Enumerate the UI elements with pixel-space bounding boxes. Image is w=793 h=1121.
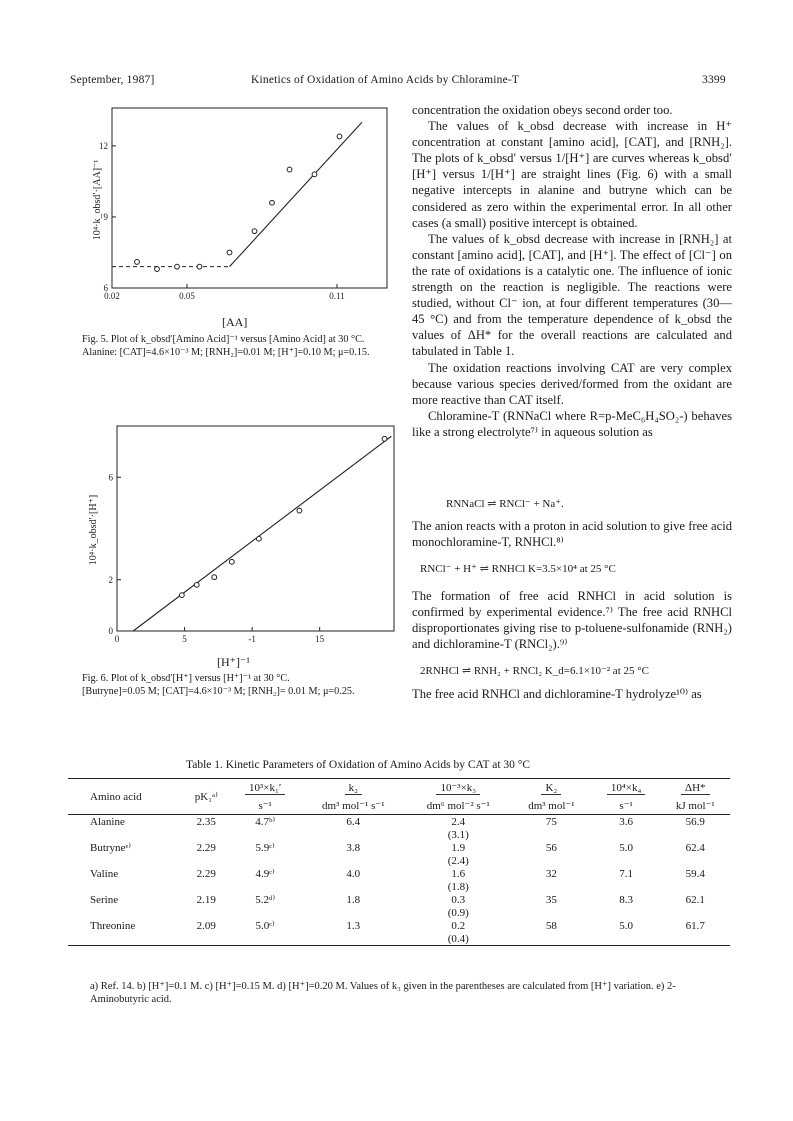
fig5-caption	[82, 333, 392, 359]
right-column-text-4	[412, 686, 732, 702]
data-point	[297, 508, 302, 513]
data-point	[229, 559, 234, 564]
col-header-k1: 10³×k₁′	[229, 779, 301, 798]
data-point	[197, 264, 202, 269]
col-header-dh: ΔH*	[661, 779, 730, 798]
fig5-y-axis-label: 10⁴·k_obsd′·[AA]⁻¹	[92, 159, 103, 241]
fig6-caption	[82, 672, 392, 698]
table-cell-k3: 1.6	[451, 867, 466, 880]
table-row-paren	[68, 880, 730, 893]
paragraph-1: concentration the oxidation obeys second order too.	[412, 103, 673, 117]
unit-k2: dm³ mol⁻¹ s⁻¹	[322, 800, 385, 812]
x-tick-label: 15	[315, 634, 325, 644]
y-tick-label: 6	[103, 283, 108, 293]
y-tick-label: 9	[103, 211, 108, 222]
data-point	[194, 582, 199, 587]
table-cell-k4: 7.1	[619, 867, 633, 880]
table-cell-dh: 62.1	[685, 893, 705, 906]
table-cell-k2: 3.8	[346, 841, 361, 854]
table-cell-k3: 0.2	[451, 919, 466, 932]
paragraph-7: The formation of free acid RNHCl in acid solution is confirmed by experimental evidence.⁷⁾ The free acid RNHCl disproportionates giving rise to p-toluene-sulfonamide (RNH₂) and dichloramine-T (RNCl₂).⁹⁾	[412, 589, 732, 652]
data-point	[256, 536, 261, 541]
y-tick-label: 0	[108, 626, 113, 636]
unit-k4: s⁻¹	[619, 800, 633, 812]
table-cell-k3-paren: (0.4)	[447, 932, 469, 945]
col-header-K2: K₂	[511, 779, 592, 798]
data-point	[227, 250, 232, 255]
fig5-caption-line1: Fig. 5. Plot of k_obsd′[Amino Acid]⁻¹ versus [Amino Acid] at 30 °C.	[82, 334, 365, 345]
table-cell-k1: 4.7ᵇ⁾	[255, 816, 276, 828]
x-tick-label: -1	[248, 634, 256, 644]
fig6-frame	[117, 426, 394, 631]
unit-dh: kJ mol⁻¹	[675, 800, 715, 812]
table-cell-dh: 56.9	[685, 815, 705, 828]
table-cell-name: Threonine	[90, 919, 136, 932]
right-column-text-2	[412, 518, 732, 550]
col-header-k4: 10⁴×k₄	[592, 779, 661, 798]
x-tick-label: 0.05	[179, 291, 195, 301]
table-cell-pk: 2.09	[196, 919, 216, 932]
data-point	[337, 134, 342, 139]
col-header-pk: pK₁ᵃ⁾	[194, 791, 218, 803]
table-cell-k3-paren: (1.8)	[447, 880, 469, 893]
table-cell-pk: 2.19	[196, 893, 216, 906]
equation-2: RNCl⁻ + H⁺ ⇌ RNHCl K=3.5×10⁴ at 25 °C	[420, 563, 616, 575]
data-point	[252, 229, 257, 234]
table-cell-k1: 5.0ᶜ⁾	[255, 920, 275, 932]
table-cell-K2: 75	[545, 815, 557, 828]
col-header-amino-acid: Amino acid	[90, 790, 142, 803]
table-cell-k3: 1.9	[451, 841, 466, 854]
equation-1: RNNaCl ⇌ RNCl⁻ + Na⁺.	[446, 498, 564, 510]
paragraph-5: Chloramine-T (RNNaCl where R=p-MeC₆H₄SO₂-) behaves like a strong electrolyte⁷⁾ in aqueous solution as	[412, 408, 732, 439]
fig6-y-axis-label: 10⁴·k_obsd′·[H⁺]	[88, 494, 99, 566]
table-cell-pk: 2.35	[196, 815, 216, 828]
paragraph-3: The values of k_obsd decrease with increase in [RNH₂] at constant [amino acid], [CAT], and [H⁺]. The effect of [Cl⁻] on the rate of oxidations is a catalytic one. The influence of ionic strength on the reaction is negligible. The reactions were studied, without Cl⁻ ion, at four different temperatures (30—45 °C) and from the temperature dependence of k_obsd the values of ΔH* for the overall reactions are calculated and tabulated in Table 1.	[412, 231, 732, 359]
table-cell-k2: 4.0	[346, 867, 361, 880]
table-cell-pk: 2.29	[196, 867, 216, 880]
fig5-caption-line2: Alanine: [CAT]=4.6×10⁻³ M; [RNH₂]=0.01 M; [H⁺]=0.10 M; μ=0.15.	[82, 347, 370, 358]
table-cell-k3: 2.4	[451, 815, 466, 828]
table-row	[68, 841, 730, 854]
data-point	[155, 267, 160, 272]
table-cell-k4: 5.0	[619, 919, 633, 932]
table-cell-k3: 0.3	[451, 893, 466, 906]
table-cell-k2: 1.8	[346, 893, 361, 906]
table-row	[68, 867, 730, 880]
paragraph-8: The free acid RNHCl and dichloramine-T hydrolyze¹⁰⁾ as	[412, 687, 702, 701]
data-point	[135, 260, 140, 265]
equation-3: 2RNHCl ⇌ RNH₂ + RNCl₂ K_d=6.1×10⁻² at 25 °C	[420, 665, 649, 677]
fig5-x-axis-label: [AA]	[222, 315, 248, 329]
table-row-paren	[68, 854, 730, 867]
unit-k1: s⁻¹	[258, 800, 272, 812]
table-footnote: a) Ref. 14. b) [H⁺]=0.1 M. c) [H⁺]=0.15 M. d) [H⁺]=0.20 M. Values of k₃ given in the parentheses are calculated from [H⁺] variation. e) 2-Aminobutyric acid.	[90, 981, 676, 1005]
fig5-frame	[112, 108, 387, 288]
unit-k3: dm⁶ mol⁻² s⁻¹	[426, 800, 490, 812]
y-tick-label: 6	[108, 472, 113, 483]
page-number: 3399	[702, 74, 726, 86]
figure-6-chart	[82, 418, 400, 650]
table-row-paren	[68, 828, 730, 841]
table-cell-dh: 62.4	[685, 841, 705, 854]
table-cell-k3-paren: (3.1)	[447, 828, 469, 841]
y-tick-label: 2	[108, 574, 113, 585]
table-cell-pk: 2.29	[196, 841, 216, 854]
fit-line	[133, 436, 391, 631]
col-header-k2: k₂	[301, 779, 406, 798]
table-cell-k2: 1.3	[346, 919, 361, 932]
fig6-caption-line1: Fig. 6. Plot of k_obsd′[H⁺] versus [H⁺]⁻¹ at 30 °C.	[82, 673, 290, 684]
unit-K2: dm³ mol⁻¹	[528, 800, 575, 812]
x-tick-label: 0	[114, 634, 120, 644]
table-cell-k1: 5.9ᶜ⁾	[255, 842, 275, 854]
table-row-paren	[68, 906, 730, 919]
table-row	[68, 893, 730, 906]
x-tick-label: 0.11	[329, 291, 345, 301]
data-point	[179, 593, 184, 598]
table-cell-K2: 56	[545, 841, 557, 854]
table-row	[68, 919, 730, 932]
table-cell-name: Valine	[90, 867, 119, 880]
table-cell-k3-paren: (0.9)	[447, 906, 469, 919]
y-tick-label: 12	[99, 140, 108, 151]
table-cell-k4: 3.6	[619, 815, 633, 828]
fit-line	[230, 122, 363, 266]
header-title: Kinetics of Oxidation of Amino Acids by Chloramine-T	[251, 74, 520, 86]
table-cell-k1: 5.2ᵈ⁾	[255, 894, 276, 906]
table-cell-name: Serine	[90, 893, 119, 906]
table-cell-K2: 32	[545, 867, 557, 880]
table-cell-K2: 58	[545, 919, 557, 932]
table-cell-k3-paren: (2.4)	[447, 854, 469, 867]
table-cell-k2: 6.4	[346, 815, 361, 828]
data-point	[312, 172, 317, 177]
table-cell-dh: 59.4	[685, 867, 705, 880]
table-cell-name: Butryneᵉ⁾	[90, 842, 131, 854]
kinetic-parameters-table	[68, 778, 730, 946]
right-column-text-3	[412, 588, 732, 652]
header-left: September, 1987]	[70, 74, 155, 86]
x-tick-label: 5	[182, 634, 187, 644]
data-point	[382, 436, 387, 441]
data-point	[287, 167, 292, 172]
figure-5-chart	[82, 100, 400, 310]
table-cell-k4: 8.3	[619, 893, 633, 906]
table-title: Table 1. Kinetic Parameters of Oxidation of Amino Acids by CAT at 30 °C	[186, 759, 531, 771]
table-cell-name: Alanine	[90, 815, 125, 828]
data-point	[270, 200, 275, 205]
col-header-k3: 10⁻³×k₃	[406, 779, 511, 798]
fig6-x-axis-label: [H⁺]⁻¹	[217, 655, 250, 669]
data-point	[212, 575, 217, 580]
table-cell-k4: 5.0	[619, 841, 633, 854]
table-cell-k1: 4.9ᶜ⁾	[255, 868, 275, 880]
table-row	[68, 815, 730, 829]
data-point	[175, 264, 180, 269]
x-tick-label: 0.02	[104, 291, 120, 301]
right-column-text	[412, 102, 732, 440]
fig6-caption-line2: [Butryne]=0.05 M; [CAT]=4.6×10⁻³ M; [RNH₂]= 0.01 M; μ=0.25.	[82, 686, 355, 697]
paragraph-4: The oxidation reactions involving CAT are very complex because various species derived/formed from the oxidant are more reactive than CAT itself.	[412, 360, 732, 407]
table-row-paren	[68, 932, 730, 946]
paragraph-2: The values of k_obsd decrease with increase in H⁺ concentration at constant [amino acid], [CAT], and [RNH₂]. The plots of k_obsd′ versus 1/[H⁺] are curves whereas k_obsd′[H⁺] versus 1/[H⁺] are straight lines (Fig. 6) with a small negative intercepts in alanine and butryne which can be considered as zero within the experimental error. In all other cases (a small) positive intercept is obtained.	[412, 119, 732, 230]
table-cell-dh: 61.7	[685, 919, 705, 932]
paragraph-6: The anion reacts with a proton in acid solution to give free acid monochloramine-T, RNHCl.⁸⁾	[412, 519, 732, 550]
table-cell-K2: 35	[545, 893, 557, 906]
